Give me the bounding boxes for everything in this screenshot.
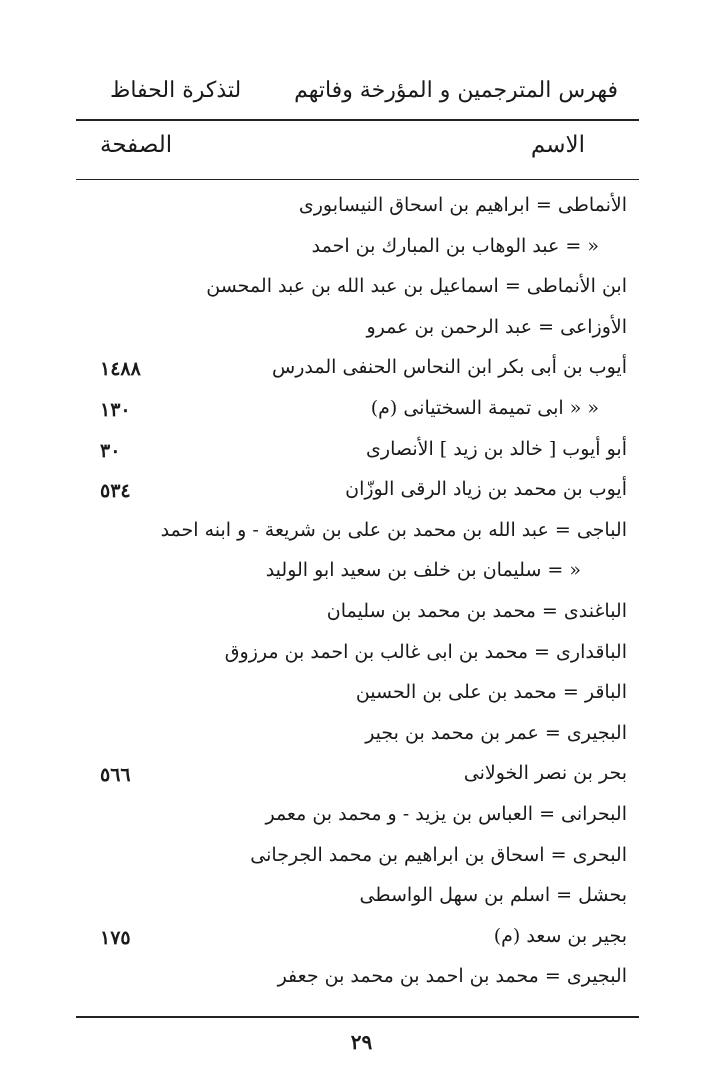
entry-name: « = عبد الوهاب بن المبارك بن احمد bbox=[311, 234, 599, 257]
entry-name: الأنماطى = ابراهيم بن اسحاق النيسابورى bbox=[298, 194, 627, 216]
index-entry bbox=[76, 312, 639, 353]
entry-page: ١٤٨٨ bbox=[100, 358, 141, 381]
entry-name: الباغندى = محمد بن محمد بن سليمان bbox=[326, 599, 627, 622]
entry-name: بحر بن نصر الخولانى bbox=[463, 762, 627, 785]
entry-name: الباقدارى = محمد بن ابى غالب بن احمد بن مرزوق bbox=[224, 640, 627, 663]
index-entry bbox=[76, 921, 639, 962]
book-title: لتذكرة الحفاظ bbox=[110, 78, 242, 103]
index-entry bbox=[76, 799, 639, 840]
entry-name: الباجى = عبد الله بن محمد بن على بن شريعة - و ابنه احمد bbox=[160, 518, 627, 541]
index-entry bbox=[76, 231, 639, 272]
footer-rule bbox=[76, 1016, 639, 1018]
index-entry bbox=[76, 961, 639, 1002]
entry-name: البجيرى = عمر بن محمد بن بجير bbox=[365, 721, 627, 744]
index-entry bbox=[76, 190, 639, 231]
index-entry bbox=[76, 271, 639, 312]
entry-page: ١٧٥ bbox=[100, 926, 131, 949]
index-entries bbox=[76, 190, 639, 1002]
name-column-header: الاسم bbox=[530, 132, 585, 158]
entry-name: الأوزاعى = عبد الرحمن بن عمرو bbox=[366, 315, 627, 338]
entry-page: ٥٦٦ bbox=[100, 764, 131, 787]
entry-name: البحرى = اسحاق بن ابراهيم بن محمد الجرجانى bbox=[250, 843, 627, 866]
column-header-rule bbox=[76, 179, 639, 180]
entry-name: بحشل = اسلم بن سهل الواسطى bbox=[359, 884, 627, 907]
entry-name: بجير بن سعد (م) bbox=[493, 924, 627, 947]
index-entry bbox=[76, 718, 639, 759]
index-title: فهرس المترجمين و المؤرخة وفاتهم bbox=[294, 78, 618, 103]
entry-name: « « ابى تميمة السختيانى (م) bbox=[370, 396, 599, 419]
index-entry bbox=[76, 880, 639, 921]
entry-name: أيوب بن محمد بن زياد الرقى الوزّان bbox=[345, 478, 627, 501]
entry-page: ٥٣٤ bbox=[100, 480, 131, 503]
index-entry bbox=[76, 758, 639, 799]
entry-name: أيوب بن أبى بكر ابن النحاس الحنفى المدرس bbox=[272, 356, 627, 379]
entry-name: أبو أيوب [ خالد بن زيد ] الأنصارى bbox=[366, 437, 627, 460]
running-head bbox=[80, 78, 640, 112]
index-entry bbox=[76, 677, 639, 718]
entry-name: الباقر = محمد بن على بن الحسين bbox=[355, 681, 627, 704]
index-entry bbox=[76, 352, 639, 393]
index-entry bbox=[76, 515, 639, 556]
entry-page: ٣٠ bbox=[100, 439, 121, 462]
index-entry bbox=[76, 637, 639, 678]
page-column-header: الصفحة bbox=[100, 132, 173, 158]
entry-page: ١٣٠ bbox=[100, 398, 131, 421]
page-number: ٢٩ bbox=[350, 1030, 373, 1054]
entry-name: البحرانى = العباس بن يزيد - و محمد بن معمر bbox=[265, 802, 627, 825]
index-entry bbox=[76, 434, 639, 475]
index-entry bbox=[76, 393, 639, 434]
index-entry bbox=[76, 555, 639, 596]
header-rule bbox=[76, 119, 639, 121]
index-entry bbox=[76, 840, 639, 881]
index-entry bbox=[76, 596, 639, 637]
entry-name: ابن الأنماطى = اسماعيل بن عبد الله بن عبد المحسن bbox=[206, 275, 627, 298]
entry-name: البجيرى = محمد بن احمد بن محمد بن جعفر bbox=[277, 965, 627, 988]
index-entry bbox=[76, 474, 639, 515]
entry-name: « = سليمان بن خلف بن سعيد ابو الوليد bbox=[265, 559, 581, 582]
